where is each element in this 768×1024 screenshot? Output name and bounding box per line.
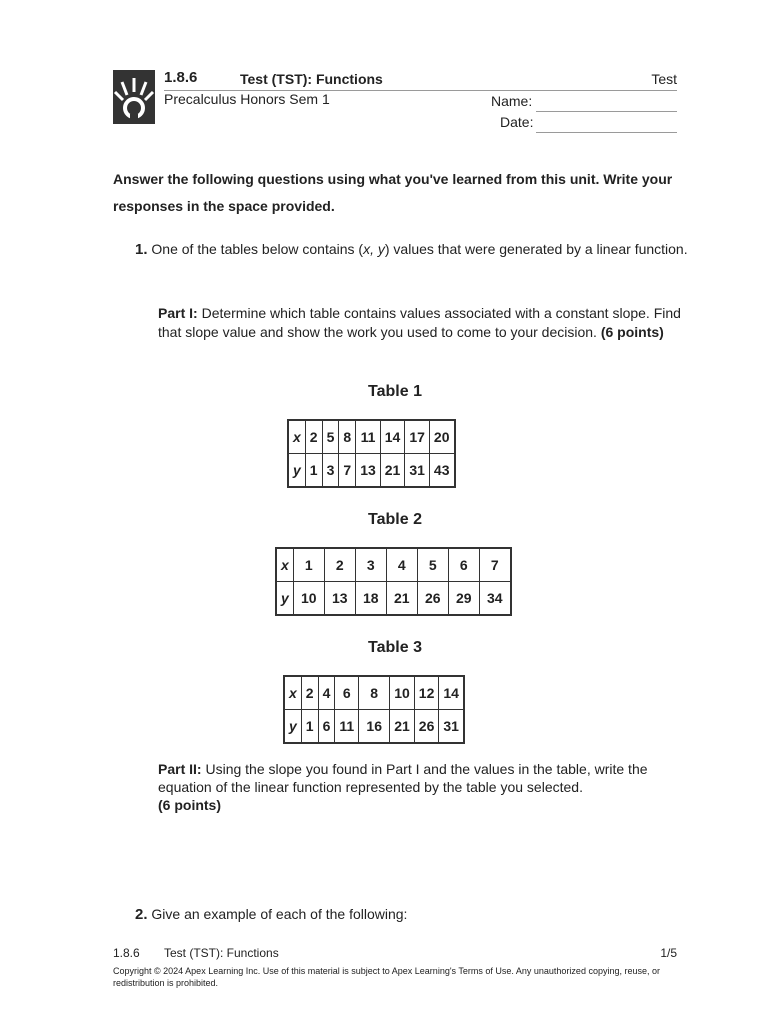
question-text: One of the tables below contains (	[151, 241, 364, 257]
table-cell: 31	[439, 710, 464, 744]
table-cell: 1	[305, 454, 322, 488]
name-line	[536, 111, 677, 112]
part-1-points: (6 points)	[600, 324, 664, 340]
table-cell: 2	[301, 676, 318, 710]
table-1-caption: Table 1	[368, 383, 422, 400]
question-number: 1.	[135, 241, 148, 258]
table-cell: 5	[417, 548, 448, 582]
name-label: Name:	[491, 93, 533, 109]
part-2-points: (6 points)	[158, 797, 221, 813]
table-cell: 1	[301, 710, 318, 744]
table-cell: 6	[318, 710, 335, 744]
table-cell: 13	[324, 582, 355, 616]
table-cell: 13	[356, 454, 381, 488]
table-cell: 26	[414, 710, 439, 744]
table-row	[288, 420, 455, 454]
table-cell: 21	[390, 710, 415, 744]
instructions: Answer the following questions using what you've learned from this unit. Write your responses in the space provided.	[113, 171, 673, 214]
table-3-caption: Table 3	[368, 639, 422, 656]
apex-logo-icon	[113, 70, 155, 124]
table-cell: 6	[335, 676, 359, 710]
table-cell: 2	[305, 420, 322, 454]
table-cell: 3	[322, 454, 339, 488]
table-cell: 20	[429, 420, 454, 454]
date-label: Date:	[500, 114, 534, 130]
table-2-caption: Table 2	[368, 511, 422, 528]
part-1	[158, 304, 698, 342]
table-cell: x	[284, 676, 301, 710]
copyright-notice: Copyright © 2024 Apex Learning Inc. Use of this material is subject to Apex Learning's Terms of Use. Any unauthorized copying, reuse, or redistribution is prohibited.	[113, 966, 660, 988]
test-type-label: Test	[651, 71, 677, 87]
question-text: Give an example of each of the following:	[147, 906, 408, 922]
table-cell: y	[284, 710, 301, 744]
question-vars: x, y	[363, 241, 385, 257]
table-cell: y	[288, 454, 305, 488]
part-2-text: Using the slope you found in Part I and the values in the table, write the equation of the linear function represented by the table you selected.	[158, 761, 648, 795]
part-1-label: Part I:	[158, 305, 198, 321]
table-row	[276, 548, 511, 582]
question-1	[135, 236, 695, 263]
table-cell: 43	[429, 454, 454, 488]
table-cell: 18	[355, 582, 386, 616]
table-cell: 5	[322, 420, 339, 454]
part-1-text: Determine which table contains values associated with a constant slope. Find that slope value and show the work you used to come to your decision.	[158, 305, 681, 340]
table-1	[287, 419, 456, 488]
question-text-end: ) values that were generated by a linear function.	[384, 241, 688, 257]
table-cell: y	[276, 582, 293, 616]
table-cell: 10	[293, 582, 324, 616]
question-number: 2.	[135, 906, 148, 923]
table-cell: 4	[386, 548, 417, 582]
table-cell: 21	[386, 582, 417, 616]
table-cell: x	[288, 420, 305, 454]
page-number: 1/5	[660, 946, 677, 960]
footer-lesson-number: 1.8.6	[113, 946, 140, 960]
question-2	[135, 906, 407, 923]
table-3	[283, 675, 465, 744]
table-row	[284, 676, 464, 710]
table-row	[288, 454, 455, 488]
table-row	[284, 710, 464, 744]
table-cell: 2	[324, 548, 355, 582]
table-cell: 17	[405, 420, 430, 454]
table-2	[275, 547, 512, 616]
table-cell: 26	[417, 582, 448, 616]
table-cell: 11	[335, 710, 359, 744]
table-cell: 8	[339, 420, 356, 454]
test-title: Test (TST): Functions	[240, 71, 383, 87]
table-cell: 14	[380, 420, 405, 454]
table-cell: 8	[359, 676, 390, 710]
table-cell: 16	[359, 710, 390, 744]
table-cell: 1	[293, 548, 324, 582]
table-row	[276, 582, 511, 616]
table-cell: 34	[479, 582, 511, 616]
table-cell: x	[276, 548, 293, 582]
table-cell: 6	[448, 548, 479, 582]
table-cell: 21	[380, 454, 405, 488]
part-2	[158, 760, 698, 814]
table-cell: 7	[479, 548, 511, 582]
table-cell: 14	[439, 676, 464, 710]
table-cell: 10	[390, 676, 415, 710]
date-line	[536, 132, 677, 133]
table-cell: 3	[355, 548, 386, 582]
table-cell: 11	[356, 420, 381, 454]
lesson-number: 1.8.6	[164, 69, 198, 86]
table-cell: 12	[414, 676, 439, 710]
table-cell: 7	[339, 454, 356, 488]
table-cell: 29	[448, 582, 479, 616]
table-cell: 4	[318, 676, 335, 710]
part-2-label: Part II:	[158, 761, 202, 777]
table-cell: 31	[405, 454, 430, 488]
footer-title: Test (TST): Functions	[164, 946, 279, 960]
course-name: Precalculus Honors Sem 1	[164, 91, 330, 107]
